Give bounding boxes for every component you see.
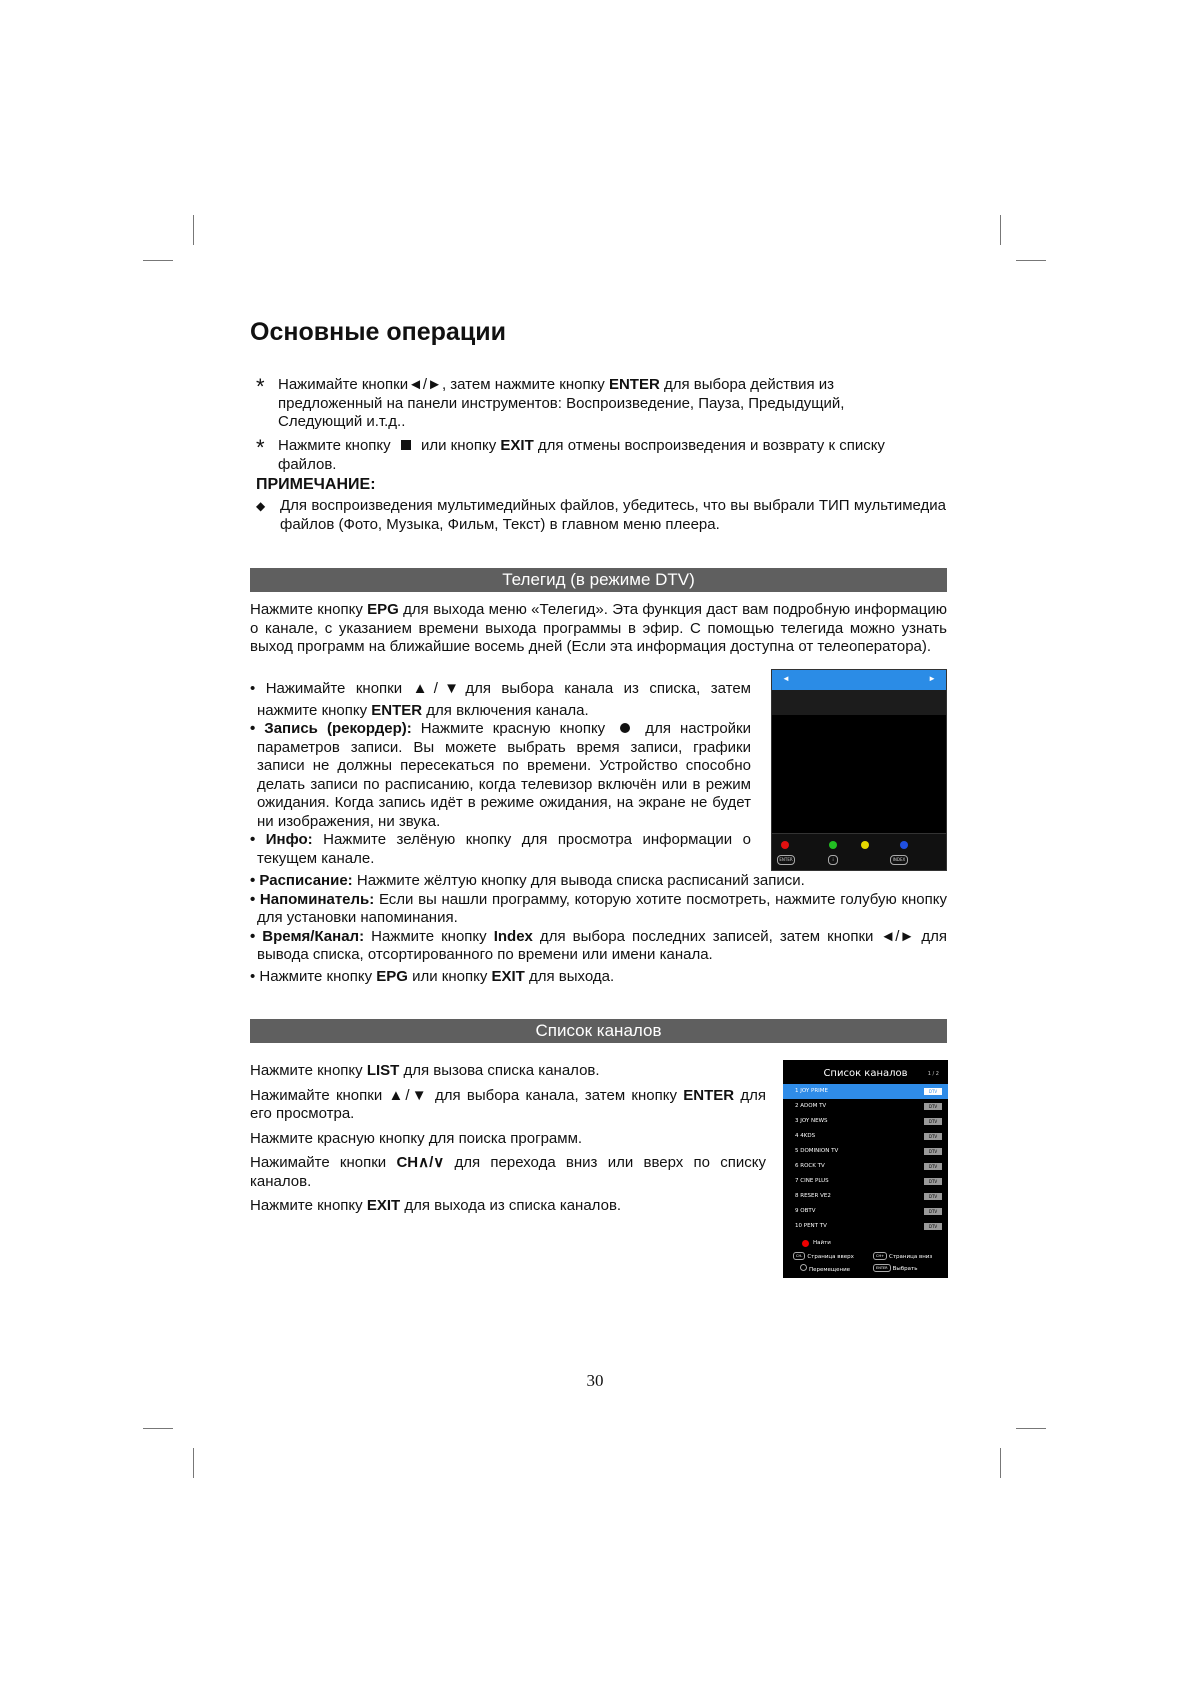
- channel-name: 1 JOY PRIME: [795, 1088, 828, 1094]
- channel-name: 10 PENT TV: [795, 1223, 827, 1229]
- epg-subheader: [772, 690, 946, 715]
- channel-name: 6 ROCK TV: [795, 1163, 825, 1169]
- info-key-icon: i: [828, 855, 838, 865]
- dtv-tag: DTV: [924, 1118, 942, 1125]
- crop-mark: [193, 1448, 194, 1478]
- ch-minus-key-icon: CH-: [793, 1252, 805, 1260]
- epg-bullet-time-channel: • Время/Канал: Нажмите кнопку Index для выбора последних записей, затем кнопки ◄/► для вывода списка, отсортированного по времени или имени канала.: [250, 927, 947, 963]
- epg-bullet-reminder: • Напоминатель: Если вы нашли программу, которую хотите посмотреть, нажмите голубую кнопку для установки напоминания.: [250, 890, 947, 926]
- dtv-tag: DTV: [924, 1088, 942, 1095]
- asterisk-icon: *: [256, 374, 265, 399]
- yellow-dot-icon: [861, 841, 869, 849]
- crop-mark: [143, 1428, 173, 1429]
- channel-name: 2 ADOM TV: [795, 1103, 827, 1109]
- epg-footer: [772, 833, 946, 870]
- epg-bullet-info: • Инфо: Нажмите зелёную кнопку для просмотра информации о текущем канале.: [250, 831, 751, 867]
- red-dot-icon: [802, 1240, 809, 1247]
- channel-list-title: Список каналов: [823, 1068, 908, 1079]
- channel-row[interactable]: [783, 1189, 948, 1204]
- page-up-hint: CH- Страница вверх: [793, 1252, 854, 1260]
- red-button-icon: [620, 723, 630, 733]
- epg-bullets-wide: [250, 872, 947, 986]
- section-bar-epg: Телегид (в режиме DTV): [250, 568, 947, 592]
- page-number: 30: [586, 1371, 604, 1390]
- channel-list-screen-image: [783, 1060, 948, 1278]
- epg-bullet-schedule: • Расписание: Нажмите жёлтую кнопку для вывода списка расписаний записи.: [250, 872, 805, 889]
- dtv-tag: DTV: [924, 1163, 942, 1170]
- section-bar-channel-list: Список каналов: [250, 1019, 947, 1043]
- list-para-3: Нажмите красную кнопку для поиска программ.: [250, 1129, 583, 1147]
- dtv-tag: DTV: [924, 1103, 942, 1110]
- channel-list-page: 1 / 2: [927, 1071, 939, 1077]
- channel-name: 8 RESER VE2: [795, 1193, 831, 1199]
- arrow-left-icon: ◄: [782, 674, 790, 683]
- channel-row[interactable]: [783, 1099, 948, 1114]
- find-label: Найти: [813, 1240, 831, 1246]
- select-hint: ENTER Выбрать: [873, 1264, 917, 1272]
- stop-square-icon: [401, 440, 411, 450]
- note-text: Для воспроизведения мультимедийных файлов, убедитесь, что вы выбрали ТИП мультимедиа файлов (Фото, Музыка, Фильм, Текст) в главном меню плеера.: [280, 497, 946, 533]
- crop-mark: [1016, 260, 1046, 261]
- channel-name: 4 4KDS: [795, 1133, 816, 1139]
- channel-row[interactable]: [783, 1129, 948, 1144]
- ch-plus-key-icon: CH+: [873, 1252, 887, 1260]
- channel-row[interactable]: [783, 1084, 948, 1099]
- channel-rows: [783, 1084, 948, 1234]
- channel-name: 9 OBTV: [795, 1208, 816, 1214]
- dtv-tag: DTV: [924, 1178, 942, 1185]
- list-para-2: Нажимайте кнопки ▲/▼ для выбора канала, затем кнопку ENTER для его просмотра.: [250, 1086, 766, 1122]
- list-para-4: Нажимайте кнопки CH∧/∨ для перехода вниз или вверх по списку каналов.: [250, 1154, 766, 1190]
- crop-mark: [1016, 1428, 1046, 1429]
- red-dot-icon: [781, 841, 789, 849]
- move-hint: Перемещение: [800, 1264, 850, 1273]
- arrow-right-icon: ►: [928, 674, 936, 683]
- page-down-hint: CH+ Страница вниз: [873, 1252, 932, 1260]
- epg-bullet-channel: • Нажимайте кнопки ▲/▼для выбора канала из списка, затем нажмите кнопку ENTER для включения канала.: [250, 680, 751, 719]
- enter-key-icon: ENTER: [873, 1264, 891, 1272]
- channel-name: 7 CINE PLUS: [795, 1178, 829, 1184]
- dtv-tag: DTV: [924, 1193, 942, 1200]
- epg-intro-paragraph: Нажмите кнопку EPG для выхода меню «Телегид». Эта функция даст вам подробную информацию о канале, с указанием времени выхода программы в эфир. С помощью телегида можно узнать выход программ на ближайшие восемь дней (Если эта информация доступна от телеоператора).: [250, 601, 947, 655]
- dtv-tag: DTV: [924, 1148, 942, 1155]
- note-heading: ПРИМЕЧАНИЕ:: [256, 476, 376, 493]
- epg-bullet-exit: • Нажмите кнопку EPG или кнопку EXIT для выхода.: [250, 967, 615, 985]
- dtv-tag: DTV: [924, 1133, 942, 1140]
- channel-row[interactable]: [783, 1144, 948, 1159]
- channel-row[interactable]: [783, 1219, 948, 1234]
- note-item: [256, 497, 946, 534]
- asterisk-icon: *: [256, 435, 265, 460]
- crop-mark: [1000, 1448, 1001, 1478]
- list-para-5: Нажмите кнопку EXIT для выхода из списка каналов.: [250, 1197, 622, 1214]
- enter-key-icon: ENTER: [777, 855, 795, 865]
- crop-mark: [193, 215, 194, 245]
- epg-screen-image: [771, 669, 947, 871]
- dtv-tag: DTV: [924, 1223, 942, 1230]
- channel-list-footer: [783, 1236, 948, 1278]
- channel-row[interactable]: [783, 1174, 948, 1189]
- green-dot-icon: [829, 841, 837, 849]
- channel-row[interactable]: [783, 1114, 948, 1129]
- channel-name: 5 DOMINION TV: [795, 1148, 839, 1154]
- instruction-star-1: * Нажимайте кнопки◄/►, затем нажмите кнопку ENTER для выбора действия из предложенный на панели инструментов: Воспроизведение, Пауза, Предыдущий, Следующий и.т.д..: [256, 374, 845, 430]
- channel-name: 3 JOY NEWS: [795, 1118, 828, 1124]
- crop-mark: [1000, 215, 1001, 245]
- diamond-bullet-icon: ◆: [256, 499, 266, 513]
- list-para-1: Нажмите кнопку LIST для вызова списка каналов.: [250, 1062, 600, 1079]
- channel-row[interactable]: [783, 1159, 948, 1174]
- navigate-icon: [800, 1264, 807, 1271]
- blue-dot-icon: [900, 841, 908, 849]
- epg-header-bar: [772, 670, 946, 690]
- instruction-star-2: * Нажмите кнопку или кнопку EXIT для отмены воспроизведения и возврату к списку файлов.: [256, 435, 885, 473]
- channel-row[interactable]: [783, 1204, 948, 1219]
- channel-list-instructions: [250, 1062, 766, 1216]
- epg-bullets-narrow: [250, 680, 751, 868]
- epg-bullet-record: • Запись (рекордер): Нажмите красную кнопку для настройки параметров записи. Вы можете выбрать время записи, графики записи не должны пересекаться по времени. Устройство способно делать записи по расписанию, когда телевизор включён или в режим ожидания. Когда запись идёт в режиме ожидания, на экране не будет ни изображения, ни звука.: [250, 720, 751, 830]
- page-title: Основные операции: [250, 318, 506, 346]
- dtv-tag: DTV: [924, 1208, 942, 1215]
- crop-mark: [143, 260, 173, 261]
- index-key-icon: INDEX: [890, 855, 908, 865]
